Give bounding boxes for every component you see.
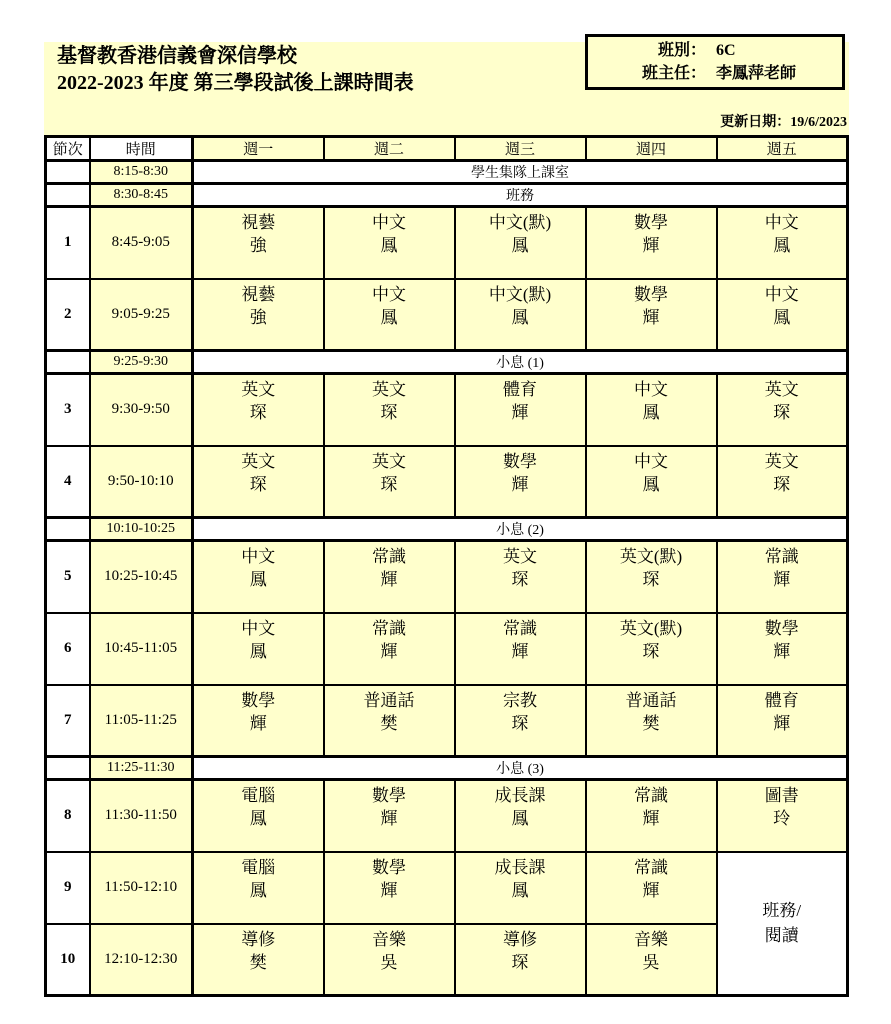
lesson-row: [46, 852, 848, 924]
span-row: [46, 518, 848, 541]
subject-label: 音樂: [372, 929, 406, 949]
time-cell: 11:05-11:25: [90, 685, 193, 757]
subject-label: 導修: [503, 929, 537, 949]
lesson-cell: [586, 852, 717, 924]
lesson-cell: [193, 541, 324, 613]
teacher-label: 鳳: [249, 809, 267, 828]
teacher-label: 琛: [511, 570, 529, 589]
span-label-cell: 小息 (2): [193, 518, 848, 541]
teacher-label: 輝: [249, 713, 267, 733]
time-cell: 11:25-11:30: [90, 757, 193, 780]
teacher-label: 玲: [773, 809, 791, 828]
subject-label: 英文(默): [619, 547, 683, 566]
teacher-label: 琛: [511, 713, 529, 733]
teacher-label: 鳳: [773, 307, 791, 327]
lesson-cell: [193, 207, 324, 279]
teacher-label: 輝: [380, 570, 398, 589]
subject-label: 英文: [372, 451, 406, 471]
period-cell: 9: [46, 852, 90, 924]
subject-label: 數學: [372, 857, 406, 877]
teacher-label: 輝: [511, 474, 529, 494]
subject-label: 中文: [241, 618, 276, 638]
period-cell: 5: [46, 541, 90, 613]
subject-label: 數學: [503, 451, 537, 471]
teacher-label: 琛: [642, 641, 660, 661]
teacher-label: 鳳: [249, 641, 267, 661]
lesson-cell: [193, 852, 324, 924]
span-row: [46, 757, 848, 780]
col-header-tuesday: 週二: [324, 137, 455, 161]
teacher-label: 輝: [773, 713, 791, 733]
lesson-cell: [586, 207, 717, 279]
lesson-row: [46, 446, 848, 518]
subject-label: 中文: [634, 380, 668, 399]
subject-label: 電腦: [241, 857, 276, 877]
subject-label: 音樂: [634, 929, 668, 949]
col-header-period: 節次: [46, 137, 90, 161]
subject-label: 英文: [372, 380, 406, 399]
lesson-cell: [717, 613, 848, 685]
teacher-label: 吳: [380, 952, 398, 972]
teacher-label: 輝: [642, 880, 660, 900]
teacher-label: 琛: [642, 570, 660, 589]
col-header-friday: 週五: [717, 137, 848, 161]
lesson-cell: [193, 613, 324, 685]
lesson-row: [46, 279, 848, 351]
teacher-label: 鳳: [380, 307, 398, 327]
lesson-cell: [586, 446, 717, 518]
lesson-row: [46, 685, 848, 757]
subject-label: 電腦: [241, 786, 276, 805]
lesson-cell: [193, 374, 324, 446]
subject-label: 成長課: [494, 786, 546, 805]
subject-label: 宗教: [503, 690, 537, 710]
period-cell: 6: [46, 613, 90, 685]
teacher-label: 吳: [642, 952, 660, 972]
teacher-label: 輝: [380, 809, 398, 828]
lesson-cell: [586, 685, 717, 757]
teacher-label: 輝: [511, 641, 529, 661]
lesson-cell: [455, 852, 586, 924]
period-cell: [46, 757, 90, 780]
timetable-body: [46, 161, 848, 996]
teacher-label: 樊: [380, 713, 398, 733]
lesson-cell: [586, 374, 717, 446]
class-value: 6C: [716, 42, 736, 59]
subject-label: 常識: [634, 857, 668, 877]
lesson-cell: [324, 685, 455, 757]
teacher-label: 琛: [773, 403, 791, 422]
teacher-label: 輝: [773, 641, 791, 661]
lesson-cell: [193, 924, 324, 996]
teacher-label: 鳳: [511, 809, 529, 828]
span-row: [46, 351, 848, 374]
subject-label: 成長課: [494, 857, 546, 877]
teacher-label: 輝: [642, 236, 660, 255]
lesson-cell: [586, 541, 717, 613]
lesson-cell: [193, 446, 324, 518]
subject-label: 常識: [634, 786, 668, 805]
teacher-label: 輝: [642, 809, 660, 828]
lesson-cell: [324, 446, 455, 518]
subject-label: 常識: [503, 618, 537, 638]
time-cell: 10:10-10:25: [90, 518, 193, 541]
timetable-panel: [44, 42, 849, 997]
header-row: [46, 137, 848, 161]
subject-label: 數學: [634, 284, 668, 304]
merged-line-2: 閱讀: [764, 926, 799, 946]
period-cell: 3: [46, 374, 90, 446]
lesson-cell: [717, 780, 848, 852]
update-date-value: 19/6/2023: [790, 115, 847, 130]
subject-label: 體育: [503, 380, 537, 399]
subject-label: 體育: [764, 690, 799, 710]
teacher-label: 琛: [511, 952, 529, 972]
period-cell: 7: [46, 685, 90, 757]
teacher-label: 強: [249, 236, 267, 255]
lesson-row: [46, 613, 848, 685]
school-name: 基督教香港信義會深信學校: [57, 45, 297, 67]
span-row: [46, 161, 848, 184]
subject-label: 普通話: [625, 690, 677, 710]
time-cell: 10:25-10:45: [90, 541, 193, 613]
lesson-cell: [324, 374, 455, 446]
period-cell: 1: [46, 207, 90, 279]
teacher-label: 樊: [249, 952, 267, 972]
span-label-cell: 學生集隊上課室: [193, 161, 848, 184]
teacher-label: 輝: [511, 403, 529, 422]
subject-label: 常識: [764, 547, 799, 566]
col-header-time: 時間: [90, 137, 193, 161]
class-label: 班別：: [657, 42, 706, 59]
subject-label: 中文: [634, 451, 668, 471]
lesson-cell: [455, 924, 586, 996]
lesson-cell: [717, 685, 848, 757]
lesson-cell: [717, 279, 848, 351]
teacher-label: 鳳: [773, 236, 791, 255]
time-cell: 9:25-9:30: [90, 351, 193, 374]
teacher-label: 琛: [249, 474, 267, 494]
span-label-cell: 小息 (3): [193, 757, 848, 780]
subject-label: 中文(默): [488, 284, 552, 304]
teacher-label: 樊: [642, 713, 660, 733]
teacher-label: 強: [249, 307, 267, 327]
lesson-cell: [324, 780, 455, 852]
lesson-cell: [324, 924, 455, 996]
period-cell: 8: [46, 780, 90, 852]
lesson-cell: [193, 780, 324, 852]
lesson-cell: [455, 780, 586, 852]
timetable-table: [44, 135, 849, 997]
lesson-cell: [193, 685, 324, 757]
header-area: [44, 42, 849, 135]
time-cell: 9:30-9:50: [90, 374, 193, 446]
subject-label: 英文: [503, 547, 537, 566]
subject-label: 英文: [241, 451, 276, 471]
teacher-label: 琛: [249, 403, 267, 422]
period-cell: 2: [46, 279, 90, 351]
class-info-box: [585, 34, 845, 90]
time-cell: 11:30-11:50: [90, 780, 193, 852]
teacher-label: 琛: [380, 474, 398, 494]
teacher-label: 鳳: [511, 307, 529, 327]
period-cell: 4: [46, 446, 90, 518]
period-cell: [46, 184, 90, 207]
lesson-cell: [455, 207, 586, 279]
subject-label: 英文: [764, 451, 799, 471]
lesson-cell: [455, 446, 586, 518]
lesson-cell: [324, 852, 455, 924]
subject-label: 中文: [372, 213, 406, 232]
subject-label: 數學: [764, 618, 799, 638]
teacher-label: 輝: [380, 880, 398, 900]
subject-label: 數學: [634, 213, 668, 232]
update-date: [720, 111, 847, 131]
teacher-label: 輝: [380, 641, 398, 661]
col-header-monday: 週一: [193, 137, 324, 161]
time-cell: 9:05-9:25: [90, 279, 193, 351]
period-cell: [46, 161, 90, 184]
lesson-row: [46, 780, 848, 852]
teacher-label: 鳳: [249, 880, 267, 900]
lesson-cell: [455, 541, 586, 613]
timetable-title: 2022-2023 年度 第三學段試後上課時間表: [57, 72, 414, 94]
teacher-label: 鳳: [380, 236, 398, 255]
teacher-label: 鳳: [511, 236, 529, 255]
time-cell: 11:50-12:10: [90, 852, 193, 924]
subject-label: 普通話: [363, 690, 415, 710]
teacher-label: 鳳: [511, 880, 529, 900]
span-label-cell: 小息 (1): [193, 351, 848, 374]
lesson-cell: [586, 924, 717, 996]
period-cell: [46, 351, 90, 374]
subject-label: 導修: [241, 929, 276, 949]
teacher-label: 鳳: [249, 570, 267, 589]
time-cell: 8:45-9:05: [90, 207, 193, 279]
subject-label: 中文: [372, 284, 406, 304]
lesson-cell: [324, 207, 455, 279]
subject-label: 中文: [764, 284, 799, 304]
subject-label: 中文(默): [488, 213, 552, 232]
lesson-cell: [717, 446, 848, 518]
time-cell: 12:10-12:30: [90, 924, 193, 996]
teacher-label: 鳳: [642, 474, 660, 494]
lesson-cell: [455, 685, 586, 757]
period-cell: 10: [46, 924, 90, 996]
subject-label: 數學: [241, 690, 276, 710]
lesson-cell: [586, 613, 717, 685]
lesson-cell: [717, 374, 848, 446]
time-cell: 8:30-8:45: [90, 184, 193, 207]
subject-label: 英文(默): [619, 618, 683, 638]
subject-label: 常識: [372, 618, 406, 638]
lesson-cell: [455, 279, 586, 351]
col-header-wednesday: 週三: [455, 137, 586, 161]
merged-cell: [717, 852, 848, 996]
lesson-cell: [324, 613, 455, 685]
time-cell: 9:50-10:10: [90, 446, 193, 518]
update-date-label: 更新日期：: [720, 115, 791, 130]
teacher-label: 琛: [773, 474, 791, 494]
period-cell: [46, 518, 90, 541]
subject-label: 視藝: [241, 213, 276, 232]
span-label-cell: 班務: [193, 184, 848, 207]
teacher-label: 鳳: [642, 403, 660, 422]
lesson-row: [46, 374, 848, 446]
lesson-row: [46, 541, 848, 613]
class-teacher-value: 李鳳萍老師: [716, 65, 797, 82]
lesson-cell: [324, 279, 455, 351]
teacher-label: 輝: [773, 570, 791, 589]
teacher-label: 琛: [380, 403, 398, 422]
col-header-thursday: 週四: [586, 137, 717, 161]
time-cell: 10:45-11:05: [90, 613, 193, 685]
teacher-label: 輝: [642, 307, 660, 327]
subject-label: 英文: [764, 380, 799, 399]
lesson-cell: [586, 279, 717, 351]
class-teacher-label: 班主任：: [641, 65, 706, 82]
time-cell: 8:15-8:30: [90, 161, 193, 184]
subject-label: 中文: [241, 547, 276, 566]
lesson-row: [46, 207, 848, 279]
subject-label: 視藝: [241, 284, 276, 304]
lesson-cell: [324, 541, 455, 613]
lesson-cell: [717, 541, 848, 613]
subject-label: 數學: [372, 786, 406, 805]
subject-label: 常識: [372, 547, 406, 566]
merged-line-1: 班務/: [762, 901, 802, 921]
subject-label: 中文: [764, 213, 799, 232]
lesson-cell: [455, 613, 586, 685]
subject-label: 圖書: [764, 786, 799, 805]
lesson-cell: [455, 374, 586, 446]
lesson-cell: [193, 279, 324, 351]
lesson-cell: [586, 780, 717, 852]
lesson-cell: [717, 207, 848, 279]
span-row: [46, 184, 848, 207]
subject-label: 英文: [241, 380, 276, 399]
